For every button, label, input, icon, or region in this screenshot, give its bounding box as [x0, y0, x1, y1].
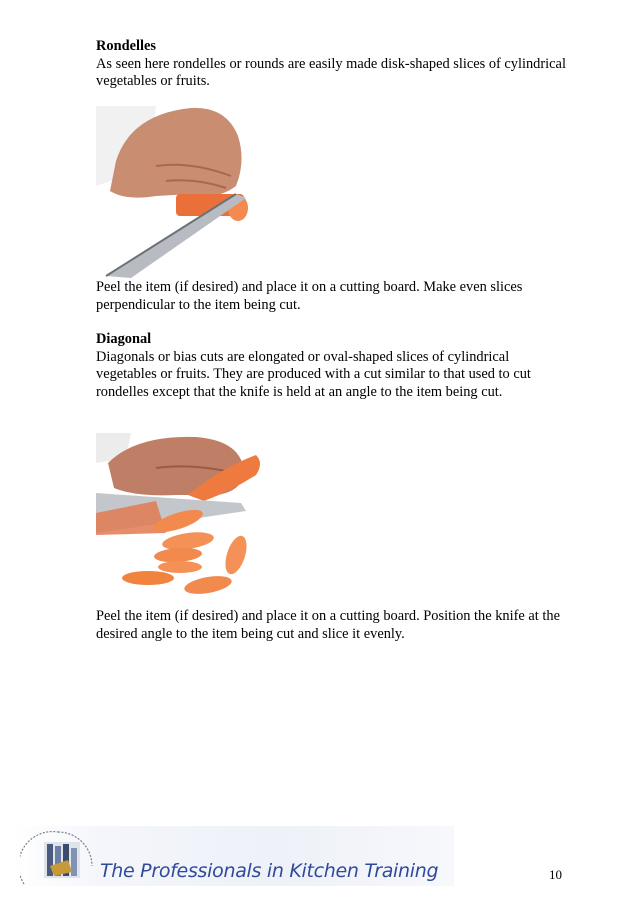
rondelles-caption-block: [96, 279, 566, 314]
section-intro: Diagonals or bias cuts are elongated or oval-shaped slices of cylindrical vegetables or fruits. They are produced with a cut similar to that used to cut rondelles except that the knife is held at an angle to the item being cut.: [96, 348, 531, 401]
section-caption: Peel the item (if desired) and place it on a cutting board. Make even slices perpendicular to the item being cut.: [96, 279, 523, 313]
section-intro: As seen here rondelles or rounds are easily made disk-shaped slices of cylindrical vegetables or fruits.: [96, 55, 566, 90]
footer-tagline: The Professionals in Kitchen Training: [100, 860, 439, 882]
section-heading: Diagonal: [96, 331, 152, 347]
diagonal-section: [96, 331, 566, 402]
rondelles-photo: [96, 106, 266, 278]
section-heading: Rondelles: [96, 38, 156, 54]
page-number: 10: [549, 867, 562, 882]
diagonal-caption-block: [96, 608, 566, 643]
association-logo: [20, 826, 96, 886]
diagonal-photo: [96, 433, 268, 608]
rondelles-section: [96, 38, 566, 91]
section-caption: Peel the item (if desired) and place it on a cutting board. Position the knife at the desired angle to the item being cut and slice it evenly.: [96, 608, 560, 642]
